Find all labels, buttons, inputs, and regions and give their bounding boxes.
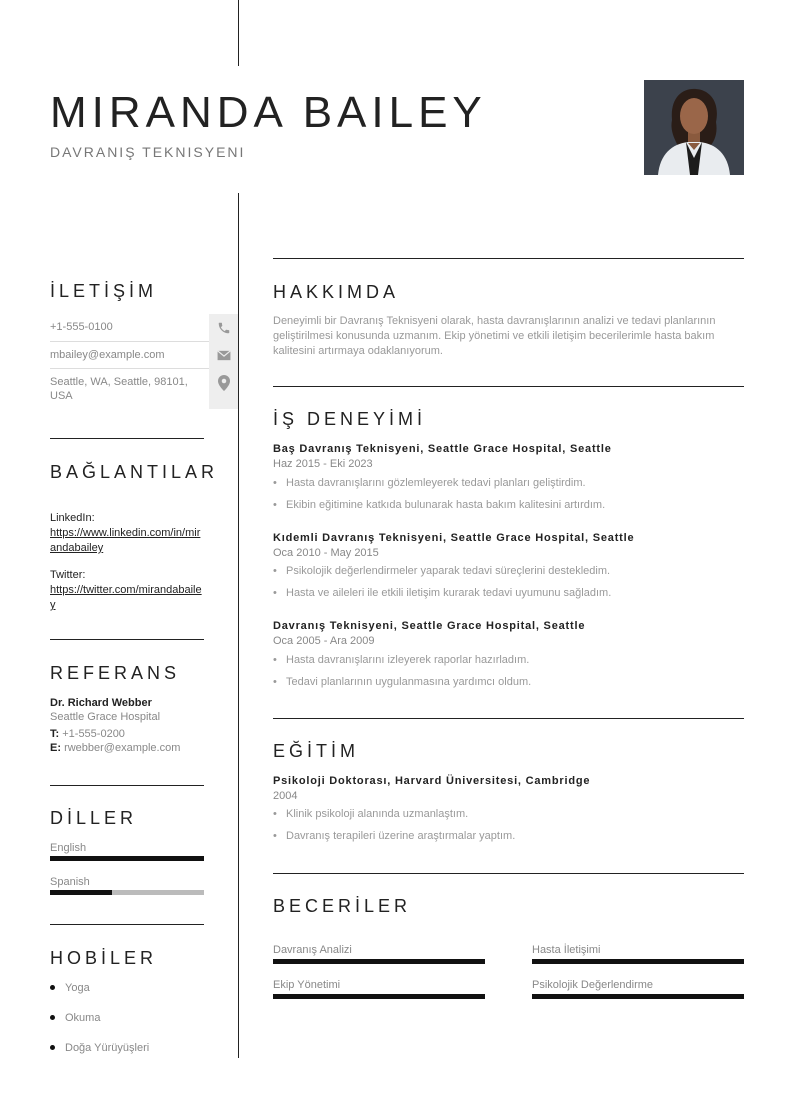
job-bullet: • Hasta ve aileleri ile etkili iletişim kurarak tedavi uyumunu sağladım. — [273, 587, 612, 599]
reference-phone[interactable]: +1-555-0200 — [62, 728, 125, 740]
skill-level-fill — [273, 959, 485, 964]
profile-photo — [644, 80, 744, 175]
job-bullet: • Tedavi planlarının uygulanmasına yardımcı oldum. — [273, 676, 532, 688]
education-bullet: • Davranış terapileri üzerine araştırmalar yaptım. — [273, 830, 516, 842]
reference-phone-line — [50, 728, 125, 740]
education-bullet: • Klinik psikoloji alanında uzmanlaştım. — [273, 808, 469, 820]
location-pin-icon — [209, 369, 238, 409]
skill-level-bar — [273, 994, 485, 999]
skill-level-fill — [273, 994, 485, 999]
linkedin-link[interactable]: https://www.linkedin.com/in/mirandabailey — [50, 527, 201, 554]
education-year: 2004 — [273, 790, 298, 802]
contact-phone[interactable]: +1-555-0100 — [50, 321, 113, 333]
skill-label: Davranış Analizi — [273, 944, 352, 956]
job-bullet: • Hasta davranışlarını gözlemleyerek tedavi planları geliştirdim. — [273, 477, 586, 489]
job-bullet-text: Hasta davranışlarını gözlemleyerek tedavi planları geliştirdim. — [286, 477, 586, 489]
reference-org: Seattle Grace Hospital — [50, 711, 161, 723]
divider-vertical-main — [238, 193, 239, 1058]
divider-left-4 — [50, 924, 204, 925]
job-dates: Oca 2005 - Ara 2009 — [273, 635, 375, 647]
language-level-fill — [50, 890, 112, 895]
job-bullet: • Psikolojik değerlendirmeler yaparak tedavi süreçlerini destekledim. — [273, 565, 611, 577]
reference-email-line — [50, 742, 180, 754]
divider-right-skills — [273, 873, 744, 874]
reference-email-prefix: E: — [50, 742, 61, 754]
job-bullet-text: Psikolojik değerlendirmeler yaparak tedavi süreçlerini destekledim. — [286, 565, 611, 577]
contact-address: Seattle, WA, Seattle, 98101, USA — [50, 376, 188, 402]
profile-photo-portrait — [644, 80, 744, 175]
bullet-dot-icon — [50, 985, 55, 990]
job-bullet-text: Tedavi planlarının uygulanmasına yardımcı oldum. — [286, 676, 532, 688]
divider-vertical-top — [238, 0, 239, 66]
envelope-icon — [209, 342, 238, 369]
skill-label: Psikolojik Değerlendirme — [532, 979, 654, 991]
bullet-dot-icon — [50, 1045, 55, 1050]
language-level-bar — [50, 856, 204, 861]
languages-section-title: DİLLER — [50, 808, 138, 828]
skill-level-fill — [532, 994, 744, 999]
hobby-label: Okuma — [65, 1012, 101, 1024]
skill-level-bar — [532, 959, 744, 964]
twitter-label: Twitter: — [50, 569, 86, 581]
links-section-title: BAĞLANTILAR — [50, 462, 219, 482]
divider-right-experience — [273, 386, 744, 387]
skill-level-fill — [532, 959, 744, 964]
hobbies-section-title: HOBİLER — [50, 948, 158, 968]
job-bullet-text: Hasta ve aileleri ile etkili iletişim kurarak tedavi uyumunu sağladım. — [286, 587, 612, 599]
hobby-item — [50, 1012, 100, 1024]
hobby-label: Doğa Yürüyüşleri — [65, 1042, 150, 1054]
job-bullet-text: Hasta davranışlarını izleyerek raporlar hazırladım. — [286, 654, 530, 666]
hobby-item — [50, 1042, 149, 1054]
job-bullet: • Hasta davranışlarını izleyerek raporlar hazırladım. — [273, 654, 530, 666]
job-bullet-text: Ekibin eğitimine katkıda bulunarak hasta bakım kalitesini artırdım. — [286, 499, 606, 511]
experience-section-title: İŞ DENEYİMİ — [273, 409, 427, 429]
job-dates: Haz 2015 - Eki 2023 — [273, 458, 373, 470]
job-title: Kıdemli Davranış Teknisyeni, Seattle Grace Hospital, Seattle — [273, 532, 635, 544]
hobby-item — [50, 982, 90, 994]
divider-right-about — [273, 258, 744, 259]
about-section-title: HAKKIMDA — [273, 282, 400, 302]
language-label: Spanish — [50, 876, 90, 888]
language-level-bar — [50, 890, 204, 895]
skill-label: Hasta İletişimi — [532, 944, 601, 956]
education-degree: Psikoloji Doktorası, Harvard Üniversitesi, Cambridge — [273, 775, 591, 787]
reference-email[interactable]: rwebber@example.com — [64, 742, 181, 754]
skill-label: Ekip Yönetimi — [273, 979, 341, 991]
job-bullet: • Ekibin eğitimine katkıda bulunarak hasta bakım kalitesini artırdım. — [273, 499, 606, 511]
skill-level-bar — [273, 959, 485, 964]
education-section-title: EĞİTİM — [273, 741, 359, 761]
candidate-name: MIRANDA BAILEY — [50, 88, 487, 137]
hobby-label: Yoga — [65, 982, 90, 994]
about-text: Deneyimli bir Davranış Teknisyeni olarak, hasta davranışlarının analizi ve tedavi planlarının geliştirilmesi konusunda uzmanım. Ekip yönetimi ve etkili iletişim becerilerimle hasta bakım kalitesini artırmaya odaklanıyorum. — [273, 315, 716, 357]
language-label: English — [50, 842, 87, 854]
linkedin-label: LinkedIn: — [50, 512, 95, 524]
bullet-dot-icon — [50, 1015, 55, 1020]
job-dates: Oca 2010 - May 2015 — [273, 547, 379, 559]
contact-section-title: İLETİŞİM — [50, 281, 158, 301]
divider-left-2 — [50, 639, 204, 640]
education-bullet-text: Davranış terapileri üzerine araştırmalar yaptım. — [286, 830, 516, 842]
divider-left-3 — [50, 785, 204, 786]
reference-name: Dr. Richard Webber — [50, 697, 152, 709]
candidate-job-title: DAVRANIŞ TEKNISYENI — [50, 144, 246, 160]
skill-level-bar — [532, 994, 744, 999]
contact-email[interactable]: mbailey@example.com — [50, 349, 165, 361]
divider-right-education — [273, 718, 744, 719]
job-title: Baş Davranış Teknisyeni, Seattle Grace Hospital, Seattle — [273, 443, 612, 455]
phone-icon — [209, 314, 238, 342]
language-level-fill — [50, 856, 204, 861]
reference-phone-prefix: T: — [50, 728, 60, 740]
reference-section-title: REFERANS — [50, 663, 181, 683]
job-title: Davranış Teknisyeni, Seattle Grace Hospital, Seattle — [273, 620, 586, 632]
skills-section-title: BECERİLER — [273, 896, 412, 916]
education-bullet-text: Klinik psikoloji alanında uzmanlaştım. — [286, 808, 469, 820]
divider-left-1 — [50, 438, 204, 439]
twitter-link[interactable]: https://twitter.com/mirandabailey — [50, 584, 202, 611]
